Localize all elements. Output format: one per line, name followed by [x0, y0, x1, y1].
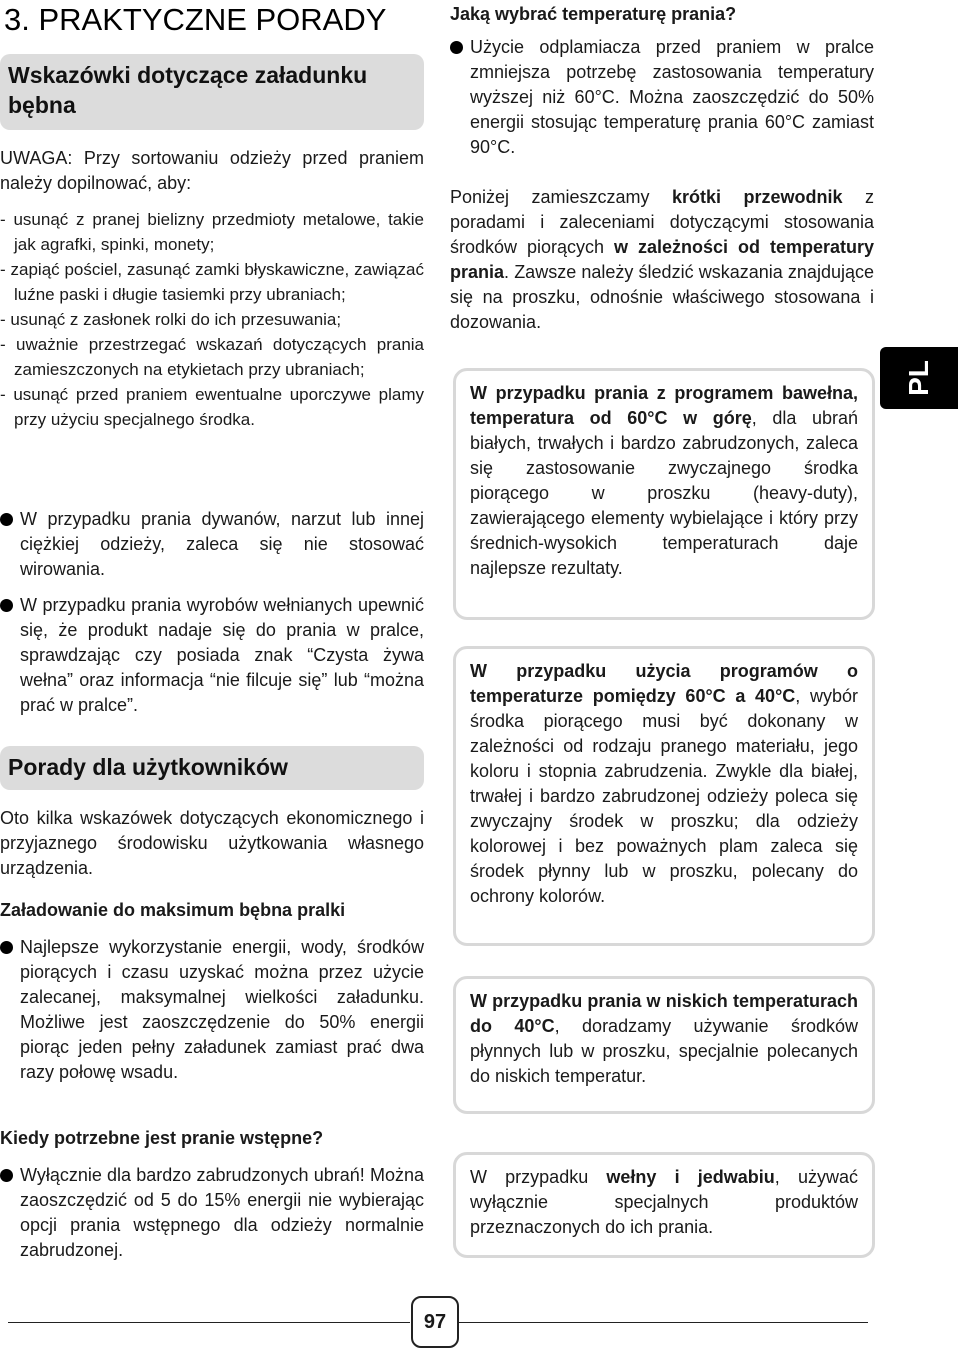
heading-max-load: Załadowanie do maksimum bębna pralki [0, 900, 346, 920]
tip-box-bold: W przypadku prania w niskich temperaturach do 40°C [470, 991, 858, 1036]
tip-box-text: , doradzamy używanie środków płynnych lub w proszku, specjalnie polecanych do niskich temperatur. [470, 1016, 858, 1086]
footer-rule-right [458, 1322, 868, 1323]
dash-item: - uważnie przestrzegać wskazań dotyczących prania zamieszczonych na etykietach przy ubraniach; [0, 335, 424, 379]
tip-box-mid-temp [453, 646, 875, 946]
dash-item: - zapiąć pościel, zasunąć zamki błyskawiczne, zawiązać luźne paski i długie tasiemki przy ubraniach; [0, 260, 424, 304]
guide-text: z poradami i zaleceniami dotyczącymi stosowania środków piorących [450, 187, 874, 257]
intro-paragraph: Oto kilka wskazówek dotyczących ekonomicznego i przyjaznego środowisku użytkowania własnego urządzenia. [0, 808, 424, 878]
tip-box-low-temp [453, 976, 875, 1114]
dash-list [0, 207, 424, 432]
tip-box-text: , wybór środka piorącego musi być dokonany w zależności od rodzaju pranego materiału, jego koloru i stopnia zabrudzenia. Zwykle dla białej, trwałej i bardzo zabrudzonej odzieży poleca się zwyczajny środek w proszku; dla odzieży kolorowej i bez poważnych plam zaleca się środek płynny lub w proszku, polecany do ochrony kolorów. [470, 686, 858, 906]
tip-box-text: , używać wyłącznie specjalnych produktów przeznaczonych do ich prania. [470, 1167, 858, 1237]
bullet-max-load [0, 935, 424, 1085]
bullet-dot-icon [0, 599, 13, 612]
section-title-user-tips [0, 746, 424, 790]
tip-box-text: , dla ubrań białych, trwałych i bardzo zabrudzonych, zaleca się zastosowanie zwyczajnego środka piorącego w proszku (heavy-duty), zawierającego elementy wybielające i który przy średnich-wysokich temperaturach daje najlepsze rezultaty. [470, 408, 859, 578]
heading-temperature: Jaką wybrać temperaturę prania? [450, 4, 737, 24]
tip-box-bold: W przypadku użycia programów o temperaturze pomiędzy 60°C a 40°C [470, 661, 858, 706]
bullet-dot-icon [0, 513, 13, 526]
guide-text: Poniżej zamieszczamy [450, 187, 673, 207]
section-title-user-tips-text: Porady dla użytkowników [8, 754, 288, 780]
guide-paragraph [450, 185, 874, 335]
tip-box-wool-silk [453, 1152, 875, 1258]
heading-prewash: Kiedy potrzebne jest pranie wstępne? [0, 1128, 324, 1148]
bullet-text: W przypadku prania wyrobów wełnianych upewnić się, że produkt nadaje się do prania w pralce, sprawdzając czy posiada znak “Czysta żywa wełna” oraz informacja “nie filcuje się” lub “można prać w pralce”. [20, 595, 424, 715]
page-number-text: 97 [423, 1310, 447, 1333]
language-tab [880, 347, 958, 409]
guide-text: . Zawsze należy śledzić wskazania znajdujące się na proszku, odnośnie właściwego stosowana i dozowania. [450, 262, 874, 332]
bullet-carpets [0, 507, 424, 582]
warning-label: UWAGA: Przy sortowaniu odzieży przed praniem należy dopilnować, aby: [0, 148, 424, 193]
bullet-dot-icon [450, 41, 463, 54]
tip-box-text: W przypadku [470, 1167, 607, 1187]
footer-rule-left [8, 1322, 410, 1323]
guide-bold: krótki przewodnik [672, 187, 843, 207]
warning-text [0, 146, 424, 196]
bullet-prewash [0, 1163, 424, 1263]
tip-box-bold: W przypadku prania z programem bawełna, temperatura od 60°C w górę [470, 383, 858, 428]
dash-item: - usunąć przed praniem ewentualne uporczywe plamy przy użyciu specjalnego środka. [0, 385, 424, 429]
page-title: 3. PRAKTYCZNE PORADY [4, 2, 387, 37]
section-title-drum-loading-text: Wskazówki dotyczące załadunku bębna [8, 62, 368, 118]
bullet-dot-icon [0, 1169, 13, 1182]
dash-item: - usunąć z zasłonek rolki do ich przesuwania; [0, 310, 342, 329]
tip-box-cotton [453, 368, 875, 620]
bullet-dot-icon [0, 941, 13, 954]
bullet-text: W przypadku prania dywanów, narzut lub innej ciężkiej odzieży, zaleca się nie stosować wirowania. [20, 509, 424, 579]
bullet-text: Użycie odplamiacza przed praniem w pralce zmniejsza potrzebę zastosowania temperatury wyższej niż 60°C. Można zaoszczędzić do 50% energii stosując temperaturę prania 60°C zamiast 90°C. [470, 37, 874, 157]
section-title-drum-loading [0, 54, 424, 130]
tip-box-bold: wełny i jedwabiu [606, 1167, 775, 1187]
guide-bold: w zależności od temperatury prania [450, 237, 874, 282]
page-number [411, 1296, 459, 1348]
dash-item: - usunąć z pranej bielizny przedmioty metalowe, takie jak agrafki, spinki, monety; [0, 210, 424, 254]
language-tab-label: PL [903, 360, 934, 396]
bullet-text: Najlepsze wykorzystanie energii, wody, środków piorących i czasu uzyskać można przez użycie zalecanej, maksymalnej wielkości załadunku. Możliwe jest zaoszczędzenie do 50% energii piorąc jeden pełny załadunek zamiast prać dwa razy połowę wsadu. [20, 937, 424, 1082]
bullet-text: Wyłącznie dla bardzo zabrudzonych ubrań! Można zaoszczędzić od 5 do 15% energii nie wybierając opcji prania wstępnego dla odzieży normalnie zabrudzonej. [20, 1165, 424, 1260]
bullet-stain-remover [450, 35, 874, 160]
bullet-wool [0, 593, 424, 718]
